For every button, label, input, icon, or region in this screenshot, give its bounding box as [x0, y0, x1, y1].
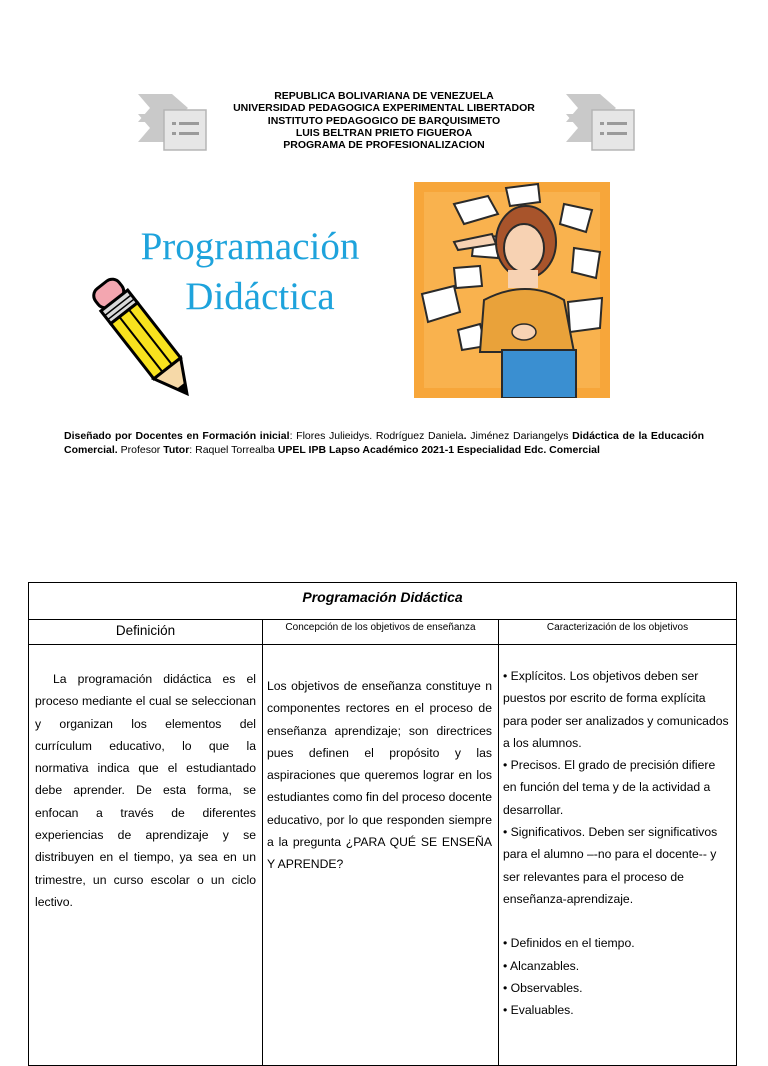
credits-part: Jiménez Dariangelys — [466, 430, 573, 442]
credits-part: Diseñado por Docentes en Formación inicial — [64, 430, 290, 442]
title-line-1: Programación — [140, 225, 360, 268]
credits-part: : Flores Julieidys. Rodríguez Daniela — [289, 430, 464, 442]
list-item: • Explícitos. Los objetivos deben ser puestos por escrito de forma explícita para poder ser analizados y comunicados a los alumnos. — [503, 669, 729, 750]
definition-cell — [29, 645, 263, 1066]
credits-part: Profesor — [117, 443, 164, 456]
list-item: • Alcanzables. — [503, 958, 580, 973]
conception-text: Los objetivos de enseñanza constituye n componentes rectores en el proceso de enseñanza aprendizaje; son directrices pues definen el propósito y las aspiraciones que queremos lograr en los estudiantes como fin del proceso docente educativo, por lo que responden siempre a la pregunta ¿PARA QUÉ SE ENSEÑA Y APRENDE? — [267, 679, 492, 872]
column-header-caracterizacion: Caracterización de los objetivos — [499, 620, 737, 645]
thinking-woman-illustration — [414, 182, 610, 403]
document-arrow-icon — [136, 92, 210, 159]
document-arrow-icon — [564, 92, 638, 159]
table-title: Programación Didáctica — [29, 583, 737, 620]
credits-part: UPEL IPB Lapso Académico 2021-1 Especialidad Edc. Comercial — [277, 443, 600, 456]
list-item: • Precisos. El grado de precisión difiere en función del tema y de la actividad a desarrollar. — [503, 758, 716, 817]
definition-text: La programación didáctica es el proceso mediante el cual se seleccionan y organizan los elementos del currículum educativo, lo que la normativa indica que el estudiantado debe aprender. De esta forma, se enfocan a través de diferentes experiencias de aprendizaje y se distribuyen en el tiempo, ya sea en un trimestre, un curso escolar o un ciclo lectivo. — [35, 672, 256, 909]
programacion-table — [28, 582, 737, 1066]
list-item: • Definidos en el tiempo. — [503, 936, 635, 951]
characterization-list — [499, 645, 736, 1021]
column-header-definicion: Definición — [29, 620, 263, 645]
pencil-illustration — [92, 272, 196, 407]
credits-paragraph — [64, 430, 704, 457]
header-line: REPUBLICA BOLIVARIANA DE VENEZUELA — [274, 90, 494, 102]
list-item: • Evaluables. — [503, 1003, 574, 1018]
credits-part: Didáctica de la Educación Comercial. — [64, 430, 705, 456]
header-line: INSTITUTO PEDAGOGICO DE BARQUISIMETO — [267, 114, 501, 127]
header-line: LUIS BELTRAN PRIETO FIGUEROA — [295, 126, 473, 139]
institution-header — [210, 90, 558, 151]
credits-part: . — [463, 430, 467, 442]
credits-part: Tutor — [163, 443, 190, 456]
credits-part: : Raquel Torrealba — [189, 443, 278, 456]
characterization-cell — [499, 645, 737, 1066]
conception-cell — [263, 645, 499, 1066]
list-item: • Observables. — [503, 980, 583, 995]
list-item: • Significativos. Deben ser significativos para el alumno –-no para el docente-- y ser relevantes para el proceso de enseñanza-aprendizaje. — [503, 825, 718, 906]
title-line-2: Didáctica — [185, 275, 335, 318]
column-header-concepcion: Concepción de los objetivos de enseñanza — [263, 620, 499, 645]
header-line: PROGRAMA DE PROFESIONALIZACION — [283, 139, 485, 152]
header-line: UNIVERSIDAD PEDAGOGICA EXPERIMENTAL LIBERTADOR — [233, 102, 535, 115]
